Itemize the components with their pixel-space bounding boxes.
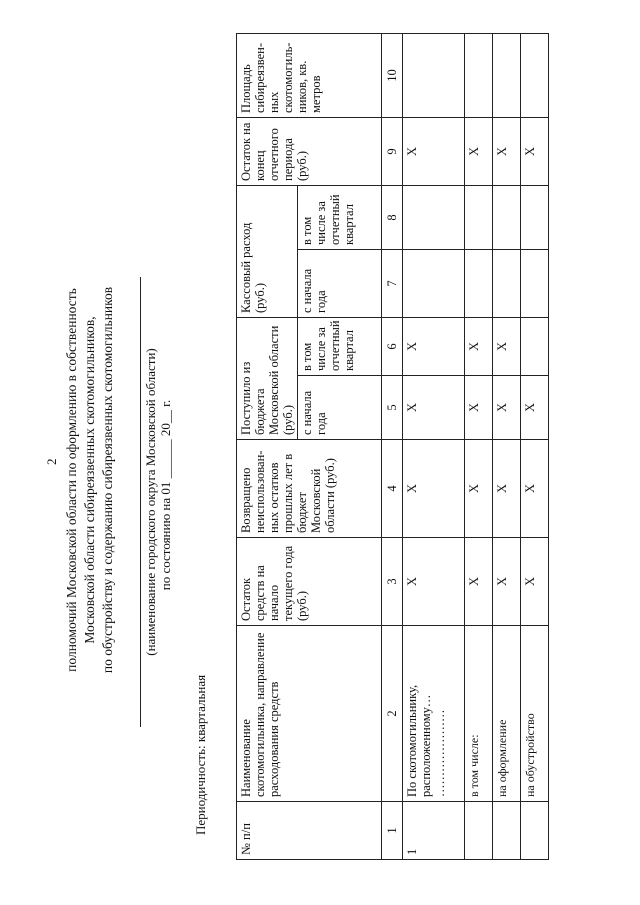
col-header-received-ytd: с начала года: [298, 376, 382, 440]
col-header-received-quarter: в том числе за отчетный квартал: [298, 318, 382, 376]
cell-c8: [493, 186, 521, 250]
cell-name: на оформление: [493, 626, 521, 802]
cell-c4: X: [521, 440, 549, 538]
cell-n: [493, 802, 521, 860]
cell-c6: X: [493, 318, 521, 376]
table-row: [493, 34, 521, 860]
col-header-expense: Кассовый расход (руб.): [237, 186, 298, 318]
cell-c7: [465, 250, 493, 318]
cell-c3: X: [465, 538, 493, 626]
column-numbers-row: [382, 34, 403, 860]
heading-line-1: полномочий Московской области по оформлению в собственность: [64, 288, 79, 672]
table-row: [465, 34, 493, 860]
column-number: 9: [382, 118, 403, 186]
table-row: [521, 34, 549, 860]
page-number: 2: [44, 458, 59, 465]
cell-c4: X: [493, 440, 521, 538]
cell-c5: X: [493, 376, 521, 440]
column-number: 1: [382, 802, 403, 860]
cell-c7: [493, 250, 521, 318]
col-header-received: Поступило из бюджета Московской области (руб.): [237, 318, 298, 440]
cell-c3: X: [521, 538, 549, 626]
cell-c3: X: [493, 538, 521, 626]
table-row: [403, 34, 465, 860]
cell-c7: [403, 250, 465, 318]
column-number: 8: [382, 186, 403, 250]
cell-c7: [521, 250, 549, 318]
report-table: [236, 33, 549, 860]
heading-line-2: Московской области сибиреязвенных скотомогильников,: [82, 316, 97, 644]
cell-name: на обустройство: [521, 626, 549, 802]
col-header-number: № п/п: [237, 802, 382, 860]
column-number: 7: [382, 250, 403, 318]
municipality-caption: (наименование городского округа Московской области): [140, 277, 159, 727]
cell-c6: X: [465, 318, 493, 376]
cell-c6: X: [403, 318, 465, 376]
cell-c8: [403, 186, 465, 250]
cell-c9: X: [403, 118, 465, 186]
cell-c3: X: [403, 538, 465, 626]
cell-c5: X: [403, 376, 465, 440]
cell-n: 1: [403, 802, 465, 860]
cell-name: в том числе:: [465, 626, 493, 802]
cell-c4: X: [403, 440, 465, 538]
cell-c8: [521, 186, 549, 250]
cell-c8: [465, 186, 493, 250]
column-number: 10: [382, 34, 403, 118]
col-header-name: Наименование скотомогильника, направление расходования средств: [237, 626, 382, 802]
cell-c10: [465, 34, 493, 118]
col-header-area: Площадь сибиреязвен-ных скотомогиль-ников, кв. метров: [237, 34, 382, 118]
cell-c5: X: [521, 376, 549, 440]
cell-c6: [521, 318, 549, 376]
as-of-date: по состоянию на 01 ______ 20__ г.: [158, 399, 173, 591]
cell-c5: X: [465, 376, 493, 440]
col-header-expense-quarter: в том числе за отчетный квартал: [298, 186, 382, 250]
column-number: 5: [382, 376, 403, 440]
cell-c9: X: [465, 118, 493, 186]
cell-name: По скотомогильнику, расположенному… …………………: [403, 626, 465, 802]
cell-c4: X: [465, 440, 493, 538]
periodicity: Периодичность: квартальная: [193, 674, 208, 835]
column-number: 3: [382, 538, 403, 626]
cell-c9: X: [493, 118, 521, 186]
column-number: 2: [382, 626, 403, 802]
column-number: 4: [382, 440, 403, 538]
heading-line-3: по обустройству и содержанию сибиреязвенных скотомогильников: [100, 286, 115, 674]
cell-c9: X: [521, 118, 549, 186]
col-header-closing-balance: Остаток на конец отчетного периода (руб.): [237, 118, 382, 186]
col-header-expense-ytd: с начала года: [298, 250, 382, 318]
table-body: [403, 34, 549, 860]
cell-n: [465, 802, 493, 860]
col-header-opening-balance: Остаток средств на начало текущего года (руб.): [237, 538, 382, 626]
cell-c10: [493, 34, 521, 118]
col-header-returned: Возвращено неиспользован-ных остатков прошлых лет в бюджет Московской области (руб.): [237, 440, 382, 538]
cell-c10: [403, 34, 465, 118]
cell-c10: [521, 34, 549, 118]
column-number: 6: [382, 318, 403, 376]
cell-n: [521, 802, 549, 860]
